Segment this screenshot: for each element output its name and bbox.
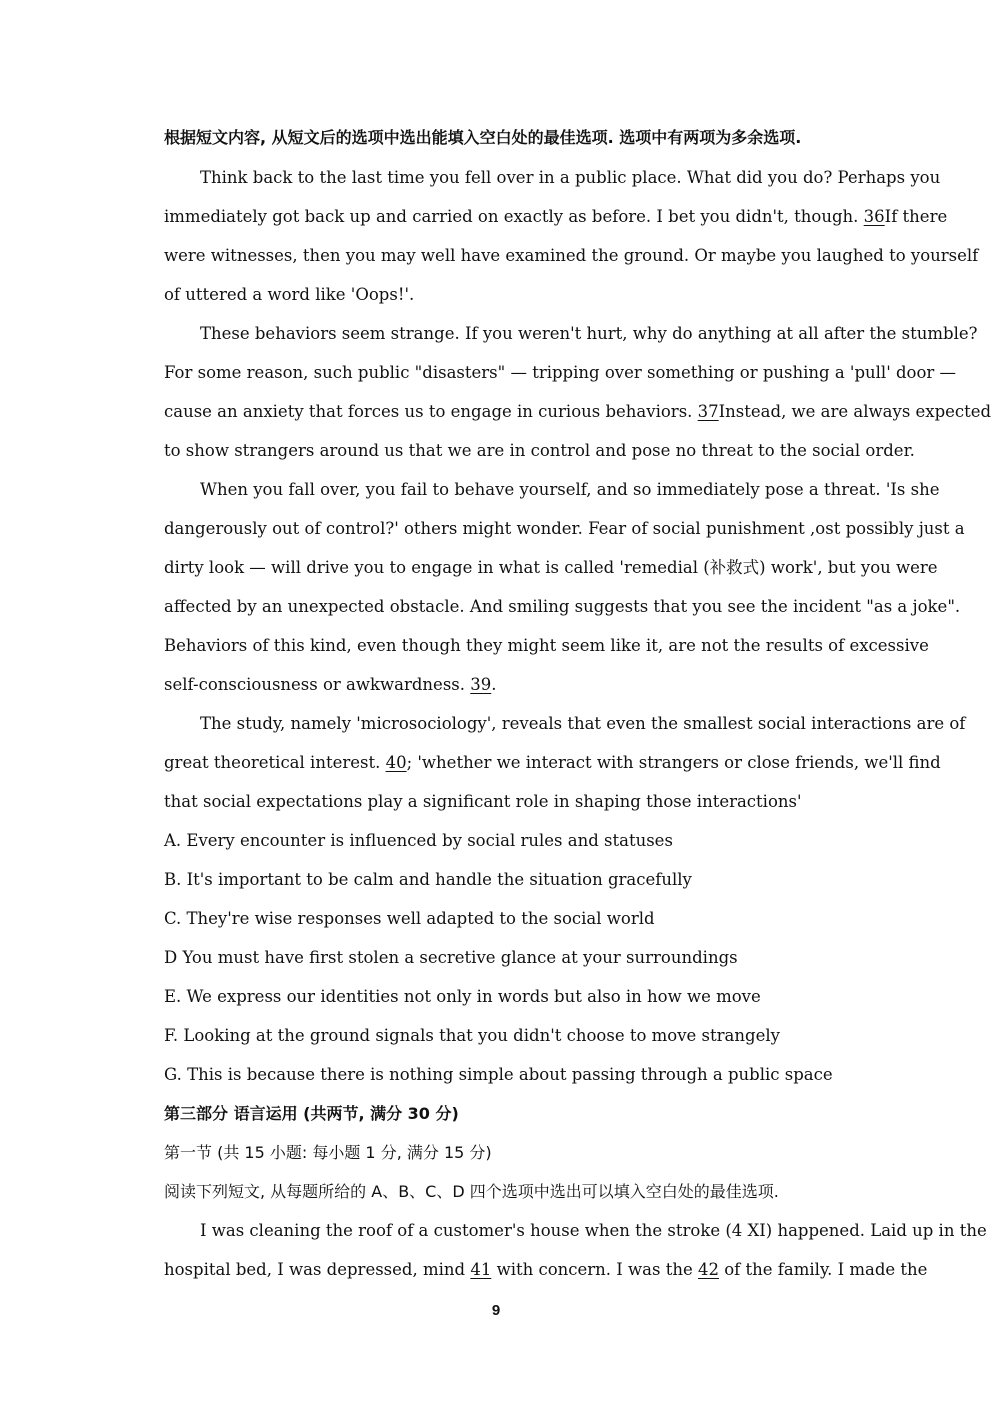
passage-line — [164, 206, 948, 228]
passage-text: hospital bed, I was depressed, mind — [164, 1260, 466, 1279]
passage-line: Think back to the last time you fell over in a public place. What did you do? Perhaps you — [200, 168, 941, 187]
option-b[interactable]: B. It's important to be calm and handle the situation gracefully — [164, 870, 692, 889]
option-g[interactable]: G. This is because there is nothing simple about passing through a public space — [164, 1065, 833, 1084]
passage-text: . — [491, 675, 497, 694]
passage-line: The study, namely 'microsociology', reveals that even the smallest social interactions are of — [200, 714, 966, 733]
passage-line: These behaviors seem strange. If you weren't hurt, why do anything at all after the stumble? — [200, 324, 978, 343]
task-instructions: 根据短文内容, 从短文后的选项中选出能填入空白处的最佳选项. 选项中有两项为多余选项. — [164, 128, 802, 147]
option-a[interactable]: A. Every encounter is influenced by social rules and statuses — [164, 831, 673, 850]
passage-line: that social expectations play a significant role in shaping those interactions' — [164, 792, 802, 811]
passage-line: Behaviors of this kind, even though they might seem like it, are not the results of excessive — [164, 636, 929, 655]
part3-heading: 第三部分 语言运用 (共两节, 满分 30 分) — [164, 1104, 459, 1123]
passage-line: For some reason, such public "disasters" — tripping over something or pushing a 'pull' door — — [164, 363, 957, 382]
blank-40[interactable]: 40 — [385, 753, 407, 772]
passage-text: of the family. I made the — [724, 1260, 928, 1279]
passage-line: When you fall over, you fail to behave yourself, and so immediately pose a threat. 'Is she — [200, 480, 940, 499]
passage-text: great theoretical interest. — [164, 753, 386, 772]
passage-text: self-consciousness or awkwardness. — [164, 675, 471, 694]
passage-text: immediately got back up and carried on exactly as before. I bet you didn't, though. — [164, 207, 864, 226]
passage-line: dirty look — will drive you to engage in what is called 'remedial (补救式) work', but you were — [164, 558, 938, 577]
passage-line: to show strangers around us that we are in control and pose no threat to the social order. — [164, 441, 915, 460]
passage-line: dangerously out of control?' others might wonder. Fear of social punishment ,ost possibly just a — [164, 519, 965, 538]
passage-line: were witnesses, then you may well have examined the ground. Or maybe you laughed to yourself — [164, 246, 979, 265]
passage-line — [164, 674, 858, 696]
passage-line — [164, 1259, 928, 1281]
passage-line: of uttered a word like 'Oops!'. — [164, 285, 415, 304]
blank-39[interactable]: 39 — [470, 675, 492, 694]
passage-line — [164, 752, 941, 774]
passage-text: Instead, we are always expected — [718, 402, 992, 421]
blank-36[interactable]: 36 — [863, 207, 885, 226]
passage-line: I was cleaning the roof of a customer's house when the stroke (4 XI) happened. Laid up in the — [200, 1221, 987, 1240]
passage-line — [164, 401, 992, 423]
option-d[interactable]: D You must have first stolen a secretive glance at your surroundings — [164, 948, 738, 967]
option-f[interactable]: F. Looking at the ground signals that you didn't choose to move strangely — [164, 1026, 780, 1045]
page-number: 9 — [491, 1302, 501, 1319]
passage-text: ; 'whether we interact with strangers or close friends, we'll find — [406, 753, 941, 772]
passage-text: cause an anxiety that forces us to engage in curious behaviors. — [164, 402, 698, 421]
passage-line: affected by an unexpected obstacle. And smiling suggests that you see the incident "as a joke". — [164, 597, 961, 616]
option-e[interactable]: E. We express our identities not only in words but also in how we move — [164, 987, 761, 1006]
blank-42[interactable]: 42 — [698, 1260, 719, 1279]
passage-text: If there — [884, 207, 948, 226]
passage-text: with concern. I was the — [496, 1260, 693, 1279]
section1-heading: 第一节 (共 15 小题: 每小题 1 分, 满分 15 分) — [164, 1143, 492, 1162]
blank-41[interactable]: 41 — [470, 1260, 492, 1279]
section1-instructions: 阅读下列短文, 从每题所给的 A、B、C、D 四个选项中选出可以填入空白处的最佳选项. — [164, 1182, 779, 1201]
option-c[interactable]: C. They're wise responses well adapted to the social world — [164, 909, 655, 928]
blank-37[interactable]: 37 — [697, 402, 719, 421]
